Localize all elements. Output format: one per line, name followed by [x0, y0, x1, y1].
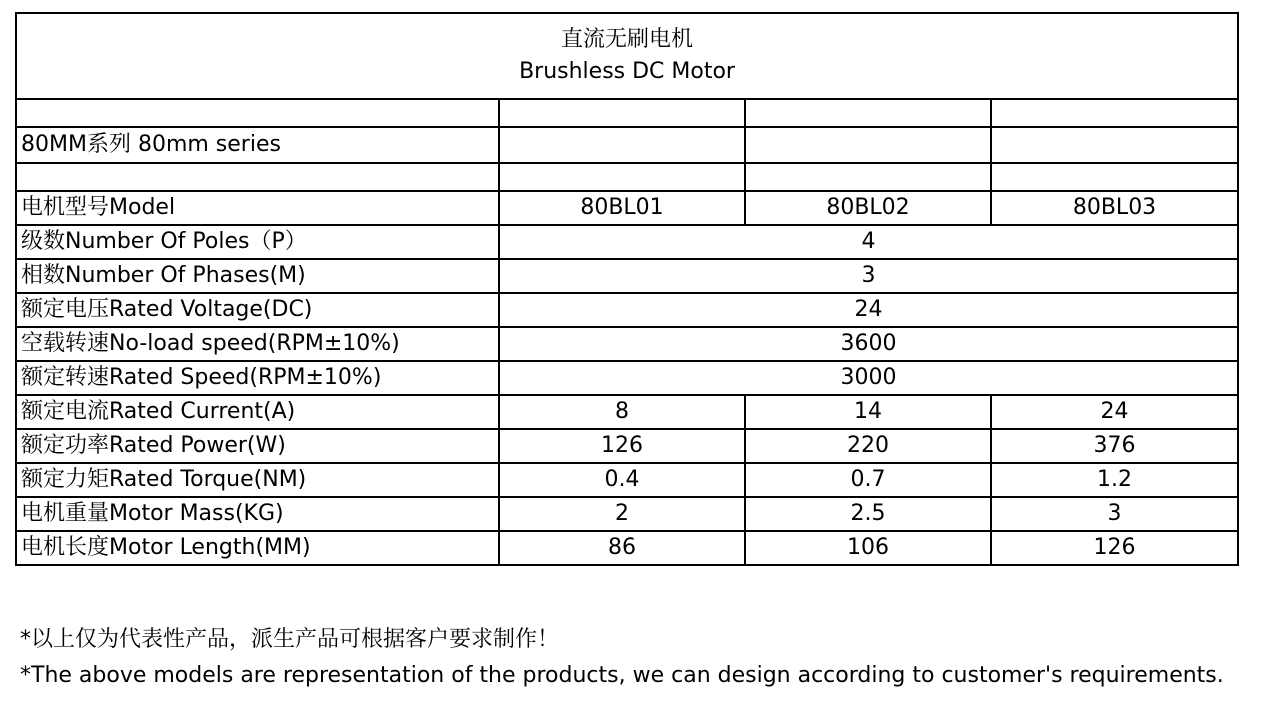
- model-cell: 80BL03: [991, 191, 1238, 225]
- row-label: 额定力矩Rated Torque(NM): [16, 463, 499, 497]
- table-row: [16, 327, 1238, 361]
- table-row: [16, 259, 1238, 293]
- footnotes: [20, 622, 1224, 694]
- series-row: [16, 127, 1238, 163]
- value-cell: 14: [745, 395, 991, 429]
- footnote-zh: *以上仅为代表性产品，派生产品可根据客户要求制作！: [20, 627, 560, 652]
- row-label: 电机长度Motor Length(MM): [16, 531, 499, 565]
- spec-table: [15, 12, 1239, 566]
- series-label: 80MM系列 80mm series: [16, 127, 499, 163]
- model-row: [16, 191, 1238, 225]
- value-cell: 86: [499, 531, 745, 565]
- value-cell: 3: [991, 497, 1238, 531]
- value-cell: 0.7: [745, 463, 991, 497]
- table-row: [16, 361, 1238, 395]
- value-cell: 24: [991, 395, 1238, 429]
- value-cell: 220: [745, 429, 991, 463]
- value-cell: 0.4: [499, 463, 745, 497]
- value-cell: 126: [499, 429, 745, 463]
- shared-value-cell: 3000: [499, 361, 1238, 395]
- blank-row: [16, 163, 1238, 191]
- value-cell: 126: [991, 531, 1238, 565]
- row-label: 电机重量Motor Mass(KG): [16, 497, 499, 531]
- row-label: 额定电压Rated Voltage(DC): [16, 293, 499, 327]
- blank-row: [16, 99, 1238, 127]
- row-label: 相数Number Of Phases(M): [16, 259, 499, 293]
- shared-value-cell: 4: [499, 225, 1238, 259]
- value-cell: 2.5: [745, 497, 991, 531]
- table-row: [16, 293, 1238, 327]
- table-row: [16, 395, 1238, 429]
- title-row: [16, 13, 1238, 99]
- title-cell: [16, 13, 1238, 99]
- table-row: [16, 225, 1238, 259]
- table-row: [16, 429, 1238, 463]
- value-cell: 2: [499, 497, 745, 531]
- table-row: [16, 531, 1238, 565]
- model-cell: 80BL02: [745, 191, 991, 225]
- row-label: 额定电流Rated Current(A): [16, 395, 499, 429]
- shared-value-cell: 24: [499, 293, 1238, 327]
- row-label: 额定功率Rated Power(W): [16, 429, 499, 463]
- value-cell: 8: [499, 395, 745, 429]
- row-label: 空载转速No-load speed(RPM±10%): [16, 327, 499, 361]
- footnote-en: *The above models are representation of the products, we can design according to customer's requirements.: [20, 663, 1224, 688]
- shared-value-cell: 3: [499, 259, 1238, 293]
- row-label: 级数Number Of Poles（P）: [16, 225, 499, 259]
- value-cell: 376: [991, 429, 1238, 463]
- table-row: [16, 463, 1238, 497]
- title-en: Brushless DC Motor: [519, 59, 735, 84]
- shared-value-cell: 3600: [499, 327, 1238, 361]
- row-label: 额定转速Rated Speed(RPM±10%): [16, 361, 499, 395]
- value-cell: 1.2: [991, 463, 1238, 497]
- row-label: 电机型号Model: [16, 191, 499, 225]
- title-zh: 直流无刷电机: [561, 27, 694, 52]
- table-row: [16, 497, 1238, 531]
- model-cell: 80BL01: [499, 191, 745, 225]
- value-cell: 106: [745, 531, 991, 565]
